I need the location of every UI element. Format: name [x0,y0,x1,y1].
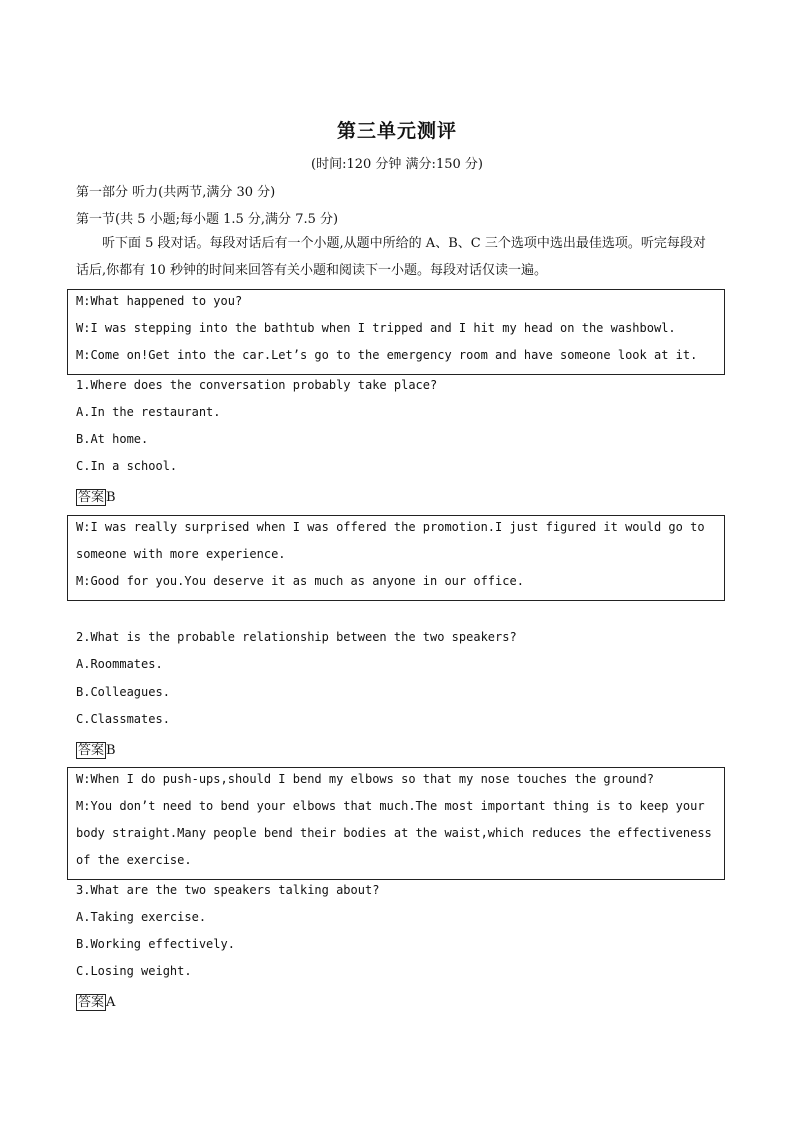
answer-tag: 答案 [78,995,105,1010]
dialogue-box-2 [67,515,725,601]
answer-value: B [106,490,116,505]
dialogue-line: M:Come on!Get into the car.Let’s go to the emergency room and have someone look at it. [76,348,698,362]
option-b: B.At home. [76,432,149,446]
exam-info: (时间:120 分钟 满分:150 分) [311,157,483,172]
section-sub-heading: 第一节(共 5 小题;每小题 1.5 分,满分 7.5 分) [76,212,339,227]
dialogue-line: M:What happened to you? [76,294,243,308]
section-part-heading: 第一部分 听力(共两节,满分 30 分) [76,185,276,200]
question-3: 3.What are the two speakers talking about? [76,883,380,897]
answer-1 [76,486,116,505]
dialogue-line: W:I was really surprised when I was offered the promotion.I just figured it would go to someone with more experience. [76,520,705,561]
answer-tag: 答案 [78,490,105,505]
page-title: 第三单元测评 [336,120,457,142]
dialogue-line: W:I was stepping into the bathtub when I tripped and I hit my head on the washbowl. [76,321,676,335]
question-1: 1.Where does the conversation probably take place? [76,378,438,392]
dialogue-line: M:You don’t need to bend your elbows that much.The most important thing is to keep your body straight.Many people bend their bodies at the waist,which reduces the effectiveness of the exercise. [76,799,712,867]
option-c: C.Losing weight. [76,964,192,978]
answer-value: B [106,743,116,758]
instructions: 听下面 5 段对话。每段对话后有一个小题,从题中所给的 A、B、C 三个选项中选出最佳选项。听完每段对话后,你都有 10 秒钟的时间来回答有关小题和阅读下一小题。每段对话仅读一遍。 [76,236,706,278]
option-c: C.In a school. [76,459,178,473]
answer-2 [76,739,116,758]
dialogue-box-1 [67,289,725,375]
answer-value: A [106,995,116,1010]
option-c: C.Classmates. [76,712,170,726]
question-2: 2.What is the probable relationship between the two speakers? [76,630,517,644]
dialogue-line: W:When I do push-ups,should I bend my elbows so that my nose touches the ground? [76,772,654,786]
option-b: B.Working effectively. [76,937,235,951]
answer-3 [76,991,115,1010]
answer-tag: 答案 [78,743,105,758]
option-a: A.Taking exercise. [76,910,207,924]
option-b: B.Colleagues. [76,685,170,699]
dialogue-box-3 [67,767,725,880]
dialogue-line: M:Good for you.You deserve it as much as anyone in our office. [76,574,524,588]
option-a: A.Roommates. [76,657,163,671]
option-a: A.In the restaurant. [76,405,221,419]
